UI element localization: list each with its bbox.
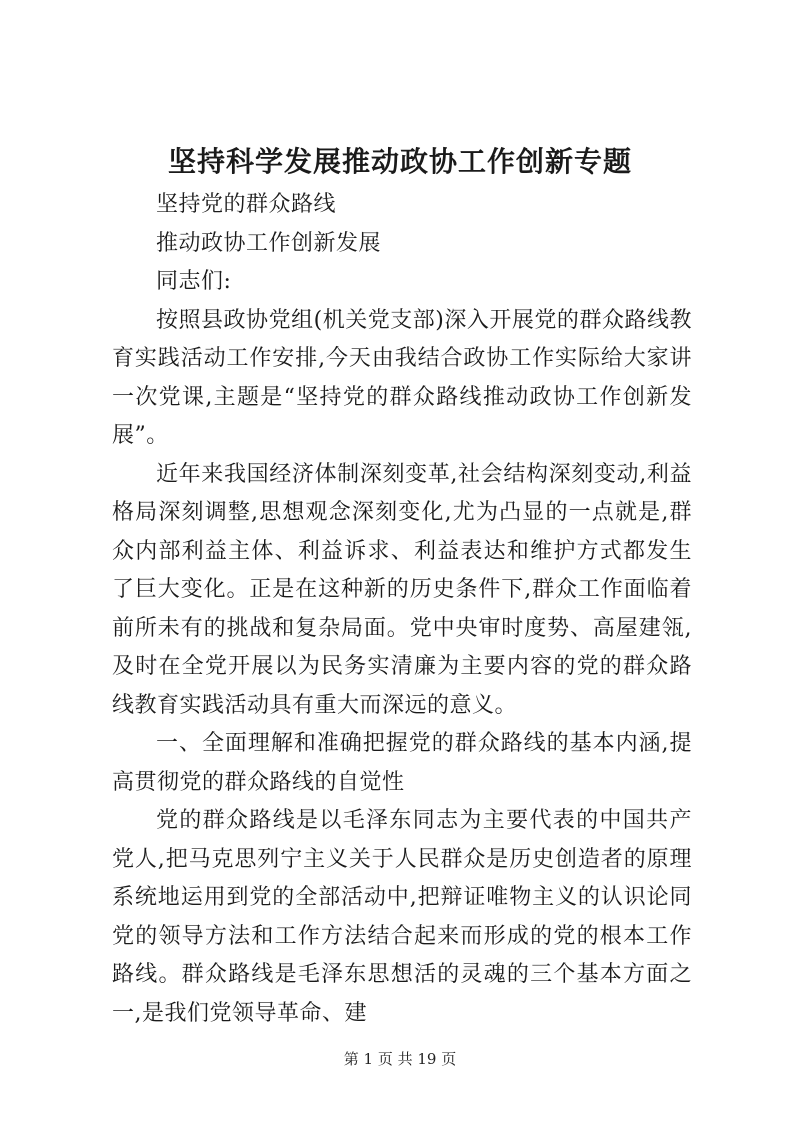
paragraph-salutation: 同志们: <box>156 269 232 294</box>
paragraph-section-1: 党的群众路线是以毛泽东同志为主要代表的中国共产党人,把马克思列宁主义关于人民群众是历史创造者的原理系统地运用到党的全部活动中,把辩证唯物主义的认识论同党的领导方法和工作方法结合起来而形成的党的根本工作路线。群众路线是毛泽东思想活的灵魂的三个基本方面之一,是我们党领导革命、建 <box>112 808 692 1026</box>
page-number-footer: 第 1 页 共 19 页 <box>343 1050 457 1068</box>
section-heading-1: 一、全面理解和准确把握党的群众路线的基本内涵,提高贯彻党的群众路线的自觉性 <box>112 731 692 795</box>
paragraph-subtitle-1: 坚持党的群众路线 <box>156 192 337 217</box>
paragraph-background: 近年来我国经济体制深刻变革,社会结构深刻变动,利益格局深刻调整,思想观念深刻变化,尤为凸显的一点就是,群众内部利益主体、利益诉求、利益表达和维护方式都发生了巨大变化。正是在这种新的历史条件下,群众工作面临着前所未有的挑战和复杂局面。党中央审时度势、高屋建瓴,及时在全党开展以为民务实清廉为主要内容的党的群众路线教育实践活动具有重大而深远的意义。 <box>112 461 692 718</box>
paragraph-subtitle-2: 推动政协工作创新发展 <box>156 230 382 256</box>
document-title: 坚持科学发展推动政协工作创新专题 <box>167 145 632 178</box>
paragraph-intro: 按照县政协党组(机关党支部)深入开展党的群众路线教育实践活动工作安排,今天由我结合政协工作实际给大家讲一次党课,主题是“坚持党的群众路线推动政协工作创新发展”。 <box>112 307 692 448</box>
document-body <box>112 186 692 1033</box>
